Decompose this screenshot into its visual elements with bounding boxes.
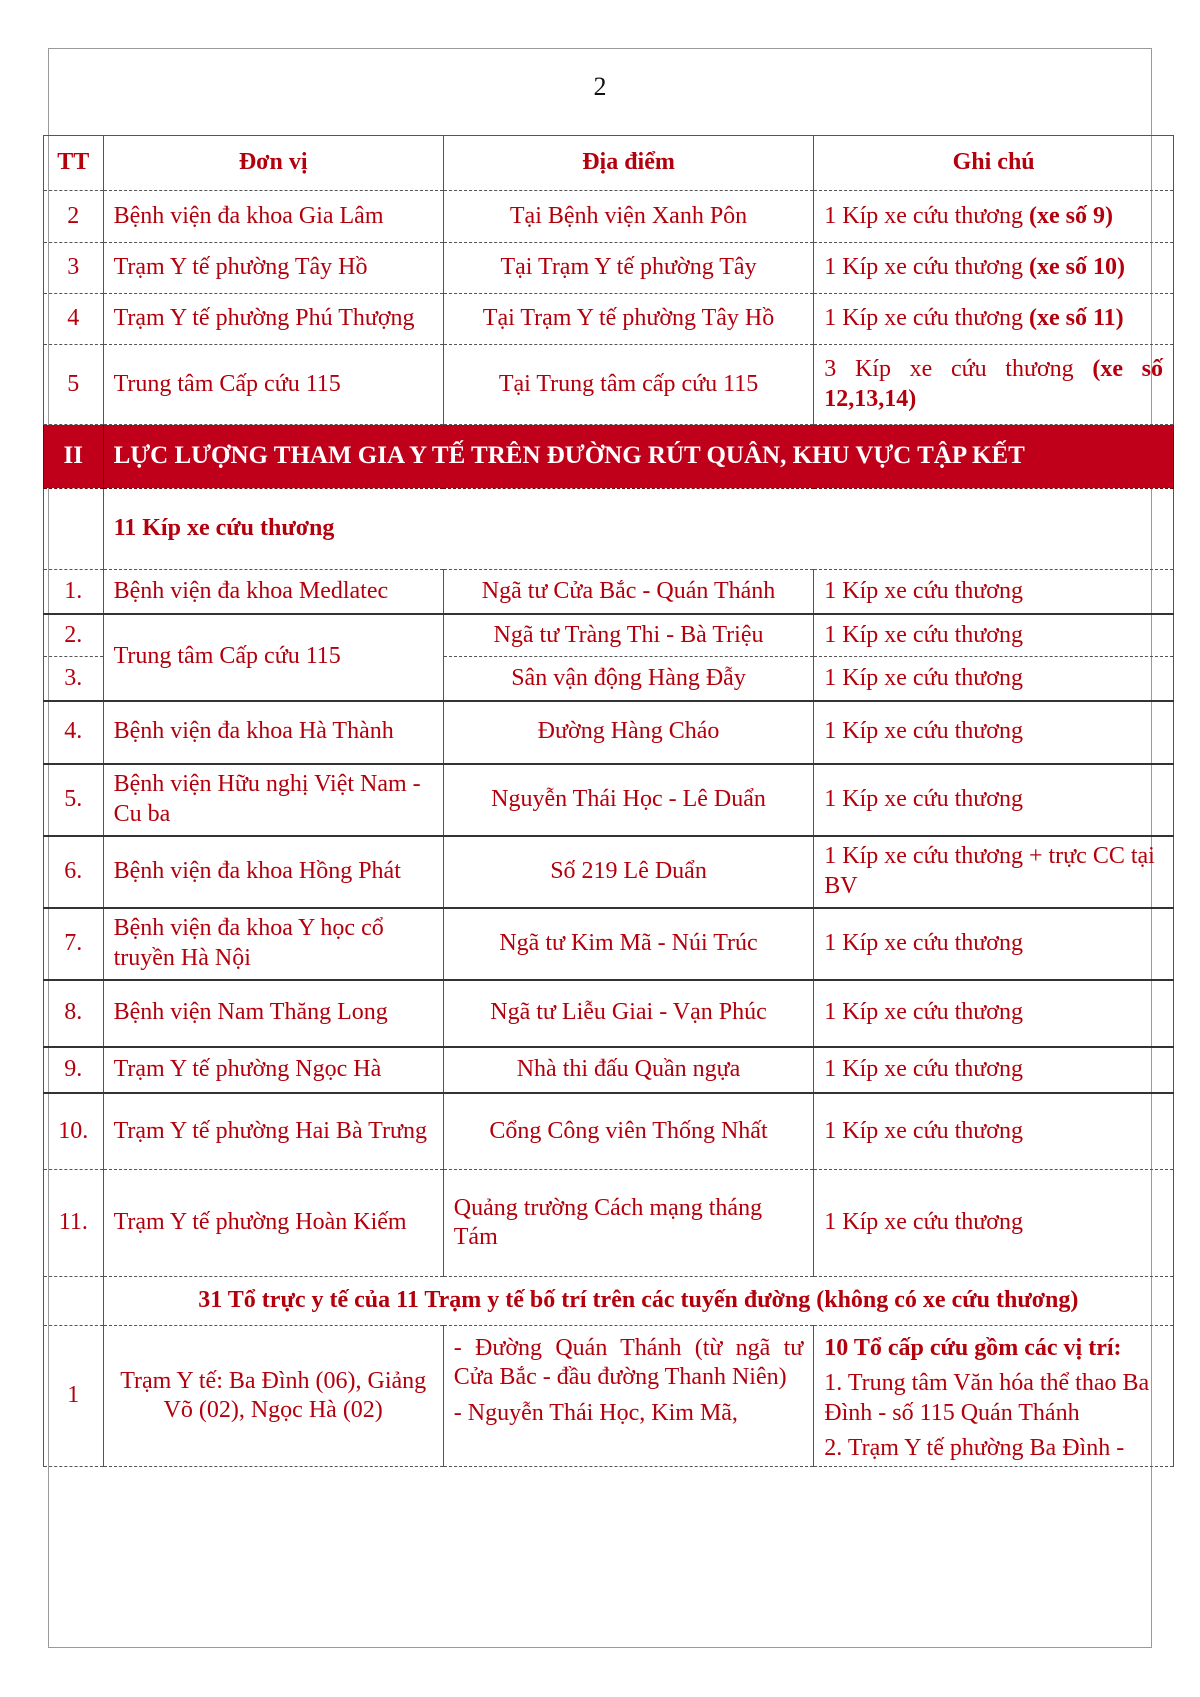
row-unit: Bệnh viện đa khoa Medlatec	[103, 570, 443, 614]
row-tt: 4.	[44, 701, 104, 764]
row-note: 1 Kíp xe cứu thương	[814, 1047, 1174, 1093]
table-row	[44, 243, 1174, 294]
row-tt: 6.	[44, 836, 104, 908]
section-roman: II	[44, 425, 104, 489]
empty-cell	[44, 1277, 104, 1326]
row-tt: 1	[44, 1326, 104, 1467]
row-note: 1 Kíp xe cứu thương	[814, 614, 1174, 657]
row-place: Số 219 Lê Duẩn	[443, 836, 814, 908]
row-tt: 7.	[44, 908, 104, 980]
row-tt: 4	[44, 294, 104, 345]
row-tt: 3.	[44, 657, 104, 701]
section-title: LỰC LƯỢNG THAM GIA Y TẾ TRÊN ĐƯỜNG RÚT QUÂN, KHU VỰC TẬP KẾT	[103, 425, 1173, 489]
row-note	[814, 345, 1174, 425]
row-place: Nguyễn Thái Học - Lê Duẩn	[443, 764, 814, 836]
row-tt: 10.	[44, 1093, 104, 1170]
row-tt: 9.	[44, 1047, 104, 1093]
row-tt: 3	[44, 243, 104, 294]
row-unit: Trạm Y tế phường Ngọc Hà	[103, 1047, 443, 1093]
row-unit: Trạm Y tế: Ba Đình (06), Giảng Võ (02), Ngọc Hà (02)	[103, 1326, 443, 1467]
table-row	[44, 1047, 1174, 1093]
place-line: - Đường Quán Thánh (từ ngã tư Cửa Bắc - đầu đường Thanh Niên)	[453, 1335, 804, 1391]
row-unit: Trung tâm Cấp cứu 115	[103, 614, 443, 701]
row-place: Tại Bệnh viện Xanh Pôn	[443, 191, 814, 243]
note-text: 1 Kíp xe cứu thương	[824, 202, 1029, 229]
subheading-row	[44, 489, 1174, 570]
row-tt: 2	[44, 191, 104, 243]
row-place: Sân vận động Hàng Đẫy	[443, 657, 814, 701]
row-note: 1 Kíp xe cứu thương	[814, 764, 1174, 836]
row-note: 1 Kíp xe cứu thương	[814, 570, 1174, 614]
table-row	[44, 191, 1174, 243]
row-place: Đường Hàng Cháo	[443, 701, 814, 764]
row-place: Nhà thi đấu Quần ngựa	[443, 1047, 814, 1093]
row-unit: Bệnh viện đa khoa Gia Lâm	[103, 191, 443, 243]
note-text: 1 Kíp xe cứu thương	[824, 254, 1029, 281]
row-note	[814, 1326, 1174, 1467]
row-unit: Bệnh viện đa khoa Hồng Phát	[103, 836, 443, 908]
vehicle-number: (xe số 12,13,14)	[824, 356, 1164, 412]
subheading: 11 Kíp xe cứu thương	[103, 489, 1173, 570]
row-unit: Bệnh viện đa khoa Y học cổ truyền Hà Nội	[103, 908, 443, 980]
vehicle-number: (xe số 10)	[1028, 254, 1125, 281]
vehicle-number: (xe số 11)	[1028, 305, 1124, 332]
row-note	[814, 191, 1174, 243]
row-unit: Bệnh viện đa khoa Hà Thành	[103, 701, 443, 764]
row-unit: Trung tâm Cấp cứu 115	[103, 345, 443, 425]
table-row	[44, 908, 1174, 980]
row-unit: Trạm Y tế phường Hai Bà Trưng	[103, 1093, 443, 1170]
subheading-row	[44, 1277, 1174, 1326]
row-note	[814, 243, 1174, 294]
row-note: 1 Kíp xe cứu thương	[814, 1170, 1174, 1277]
row-unit: Bệnh viện Hữu nghị Việt Nam - Cu ba	[103, 764, 443, 836]
row-place: Tại Trung tâm cấp cứu 115	[443, 345, 814, 425]
note-text: 1 Kíp xe cứu thương	[824, 305, 1029, 332]
page-number: 2	[593, 72, 607, 101]
table-row	[44, 701, 1174, 764]
row-place: Cổng Công viên Thống Nhất	[443, 1093, 814, 1170]
table-row	[44, 836, 1174, 908]
row-tt: 2.	[44, 614, 104, 657]
table-row	[44, 980, 1174, 1047]
table-row	[44, 764, 1174, 836]
table-row	[44, 614, 1174, 657]
row-unit: Trạm Y tế phường Phú Thượng	[103, 294, 443, 345]
header-note: Ghi chú	[814, 136, 1174, 191]
row-place	[443, 1326, 814, 1467]
row-place: Tại Trạm Y tế phường Tây Hồ	[443, 294, 814, 345]
row-place: Ngã tư Liễu Giai - Vạn Phúc	[443, 980, 814, 1047]
table-row	[44, 1326, 1174, 1467]
table-row	[44, 294, 1174, 345]
table-header-row	[44, 136, 1174, 191]
row-place: Ngã tư Kim Mã - Núi Trúc	[443, 908, 814, 980]
row-note: 1 Kíp xe cứu thương	[814, 980, 1174, 1047]
place-line: - Nguyễn Thái Học, Kim Mã,	[453, 1399, 738, 1426]
note-title: 10 Tổ cấp cứu gồm các vị trí:	[824, 1335, 1122, 1361]
row-place: Quảng trường Cách mạng tháng Tám	[443, 1170, 814, 1277]
row-note: 1 Kíp xe cứu thương	[814, 908, 1174, 980]
row-place: Ngã tư Cửa Bắc - Quán Thánh	[443, 570, 814, 614]
note-text: 3 Kíp xe cứu thương	[824, 356, 1093, 383]
row-note: 1 Kíp xe cứu thương + trực CC tại BV	[814, 836, 1174, 908]
row-note: 1 Kíp xe cứu thương	[814, 701, 1174, 764]
note-item: 1. Trung tâm Văn hóa thể thao Ba Đình - số 115 Quán Thánh	[824, 1370, 1150, 1426]
header-unit: Đơn vị	[103, 136, 443, 191]
row-note: 1 Kíp xe cứu thương	[814, 657, 1174, 701]
row-tt: 8.	[44, 980, 104, 1047]
subheading: 31 Tổ trực y tế của 11 Trạm y tế bố trí trên các tuyến đường (không có xe cứu thương)	[103, 1277, 1173, 1326]
table-row	[44, 1093, 1174, 1170]
header-place: Địa điểm	[443, 136, 814, 191]
row-tt: 5	[44, 345, 104, 425]
vehicle-number: (xe số 9)	[1028, 202, 1113, 229]
note-item: 2. Trạm Y tế phường Ba Đình -	[824, 1434, 1125, 1461]
row-tt: 1.	[44, 570, 104, 614]
row-unit: Bệnh viện Nam Thăng Long	[103, 980, 443, 1047]
row-unit: Trạm Y tế phường Tây Hồ	[103, 243, 443, 294]
table-row	[44, 1170, 1174, 1277]
row-tt: 11.	[44, 1170, 104, 1277]
row-note	[814, 294, 1174, 345]
section-band	[44, 425, 1174, 489]
row-unit: Trạm Y tế phường Hoàn Kiếm	[103, 1170, 443, 1277]
deployment-table	[43, 135, 1174, 1467]
row-tt: 5.	[44, 764, 104, 836]
table-row	[44, 570, 1174, 614]
row-place: Tại Trạm Y tế phường Tây	[443, 243, 814, 294]
row-note: 1 Kíp xe cứu thương	[814, 1093, 1174, 1170]
table-row	[44, 345, 1174, 425]
empty-cell	[44, 489, 104, 570]
row-place: Ngã tư Tràng Thi - Bà Triệu	[443, 614, 814, 657]
header-tt: TT	[44, 136, 104, 191]
